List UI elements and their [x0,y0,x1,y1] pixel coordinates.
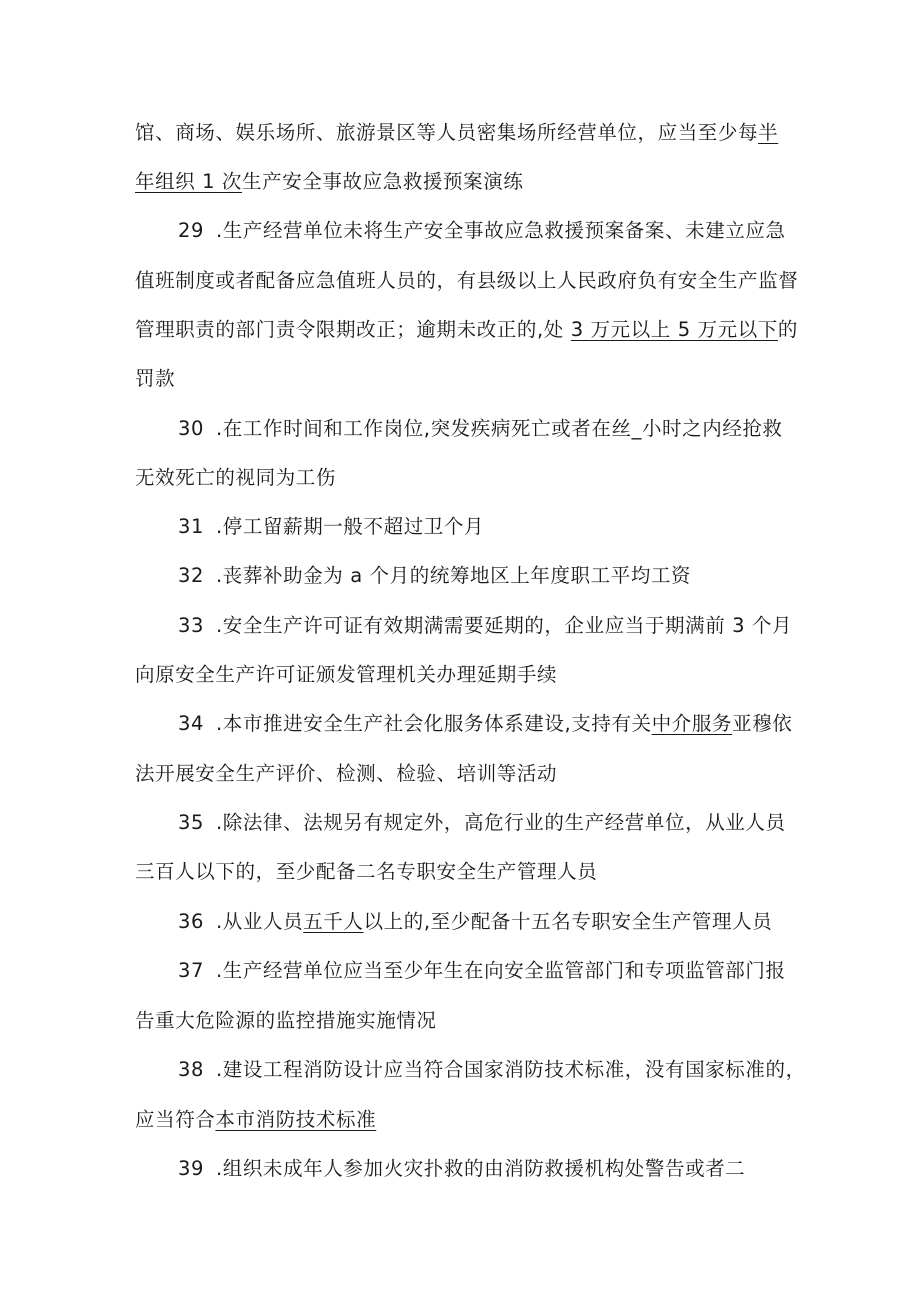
numbered-paragraph-line [178,613,792,639]
underlined-answer: 本市消防技术标准 [215,1108,377,1131]
paragraph-line [135,761,557,787]
item-number: 32 [178,564,205,587]
item-number: 37 [178,959,205,982]
text-segment: 管理职责的部门责令限期改正；逾期未改正的,处 [135,318,571,341]
text-segment: 向原安全生产许可证颁发管理机关办理延期手续 [135,663,558,686]
numbered-paragraph-line [178,1156,745,1182]
text-segment: 值班制度或者配备应急值班人员的，有县级以上人民政府负有安全生产监督 [135,269,799,292]
numbered-paragraph-line [178,514,484,540]
text-segment: .生产经营单位未将生产安全事故应急救援预案备案、未建立应急 [216,219,786,242]
text-segment: 生产安全事故应急救援预案演练 [242,170,524,193]
underlined-answer: 年组织 1 次 [135,170,243,193]
item-number: 29 [178,219,205,242]
text-segment: .丧葬补助金为 a 个月的统筹地区上年度职工平均工资 [216,564,692,587]
underlined-answer: 半 [758,121,779,144]
text-segment: .除法律、法规另有规定外，高危行业的生产经营单位，从业人员 [216,811,786,834]
item-number: 36 [178,910,205,933]
text-segment: .本市推进安全生产社会化服务体系建设,支持有关 [216,712,652,735]
text-segment: 的 [777,318,799,341]
paragraph-line [135,317,798,343]
paragraph-line [135,465,336,491]
paragraph-line [135,1107,376,1133]
text-segment: 告重大危险源的监控措施实施情况 [135,1009,437,1032]
underlined-answer: 3 万元以上 5 万元以下 [570,318,778,341]
text-segment: .组织未成年人参加火灾扑救的由消防救援机构处警告或者二 [216,1157,746,1180]
numbered-paragraph-line [178,810,786,836]
paragraph-line [135,169,523,195]
paragraph-line [135,1008,437,1034]
paragraph-line [135,366,175,392]
underlined-answer: 五千人 [303,910,364,933]
numbered-paragraph-line [178,711,792,737]
numbered-paragraph-line [178,958,786,984]
item-number: 30 [178,417,205,440]
text-segment: .从业人员 [216,910,304,933]
item-number: 33 [178,614,205,637]
text-segment: 亚穆依 [732,712,793,735]
item-number: 38 [178,1058,205,1081]
item-number: 39 [178,1157,205,1180]
numbered-paragraph-line [178,563,691,589]
underlined-answer: 中介服务 [651,712,733,735]
text-segment: 应当符合 [135,1108,216,1131]
text-segment: .停工留薪期一般不超过卫个月 [216,515,485,538]
item-number: 35 [178,811,205,834]
numbered-paragraph-line [178,416,783,442]
text-segment: 三百人以下的，至少配备二名专职安全生产管理人员 [135,860,598,883]
text-segment: 无效死亡的视同为工伤 [135,466,337,489]
numbered-paragraph-line [178,1057,806,1083]
text-segment: .建设工程消防设计应当符合国家消防技术标准，没有国家标准的， [216,1058,806,1081]
text-segment: 法开展安全生产评价、检测、检验、培训等活动 [135,762,558,785]
numbered-paragraph-line [178,909,772,935]
text-segment: .安全生产许可证有效期满需要延期的，企业应当于期满前 3 个月 [216,614,793,637]
item-number: 34 [178,712,205,735]
paragraph-line [135,268,798,294]
text-segment: .在工作时间和工作岗位,突发疾病死亡或者在丝_小时之内经抢救 [216,417,783,440]
paragraph-line [135,120,778,146]
text-segment: .生产经营单位应当至少年生在向安全监管部门和专项监管部门报 [216,959,786,982]
item-number: 31 [178,515,205,538]
text-segment: 以上的,至少配备十五名专职安全生产管理人员 [363,910,773,933]
paragraph-line [135,859,597,885]
text-segment: 馆、商场、娱乐场所、旅游景区等人员密集场所经营单位，应当至少每 [135,121,759,144]
paragraph-line [135,662,557,688]
text-segment: 罚款 [135,367,176,390]
numbered-paragraph-line [178,218,786,244]
